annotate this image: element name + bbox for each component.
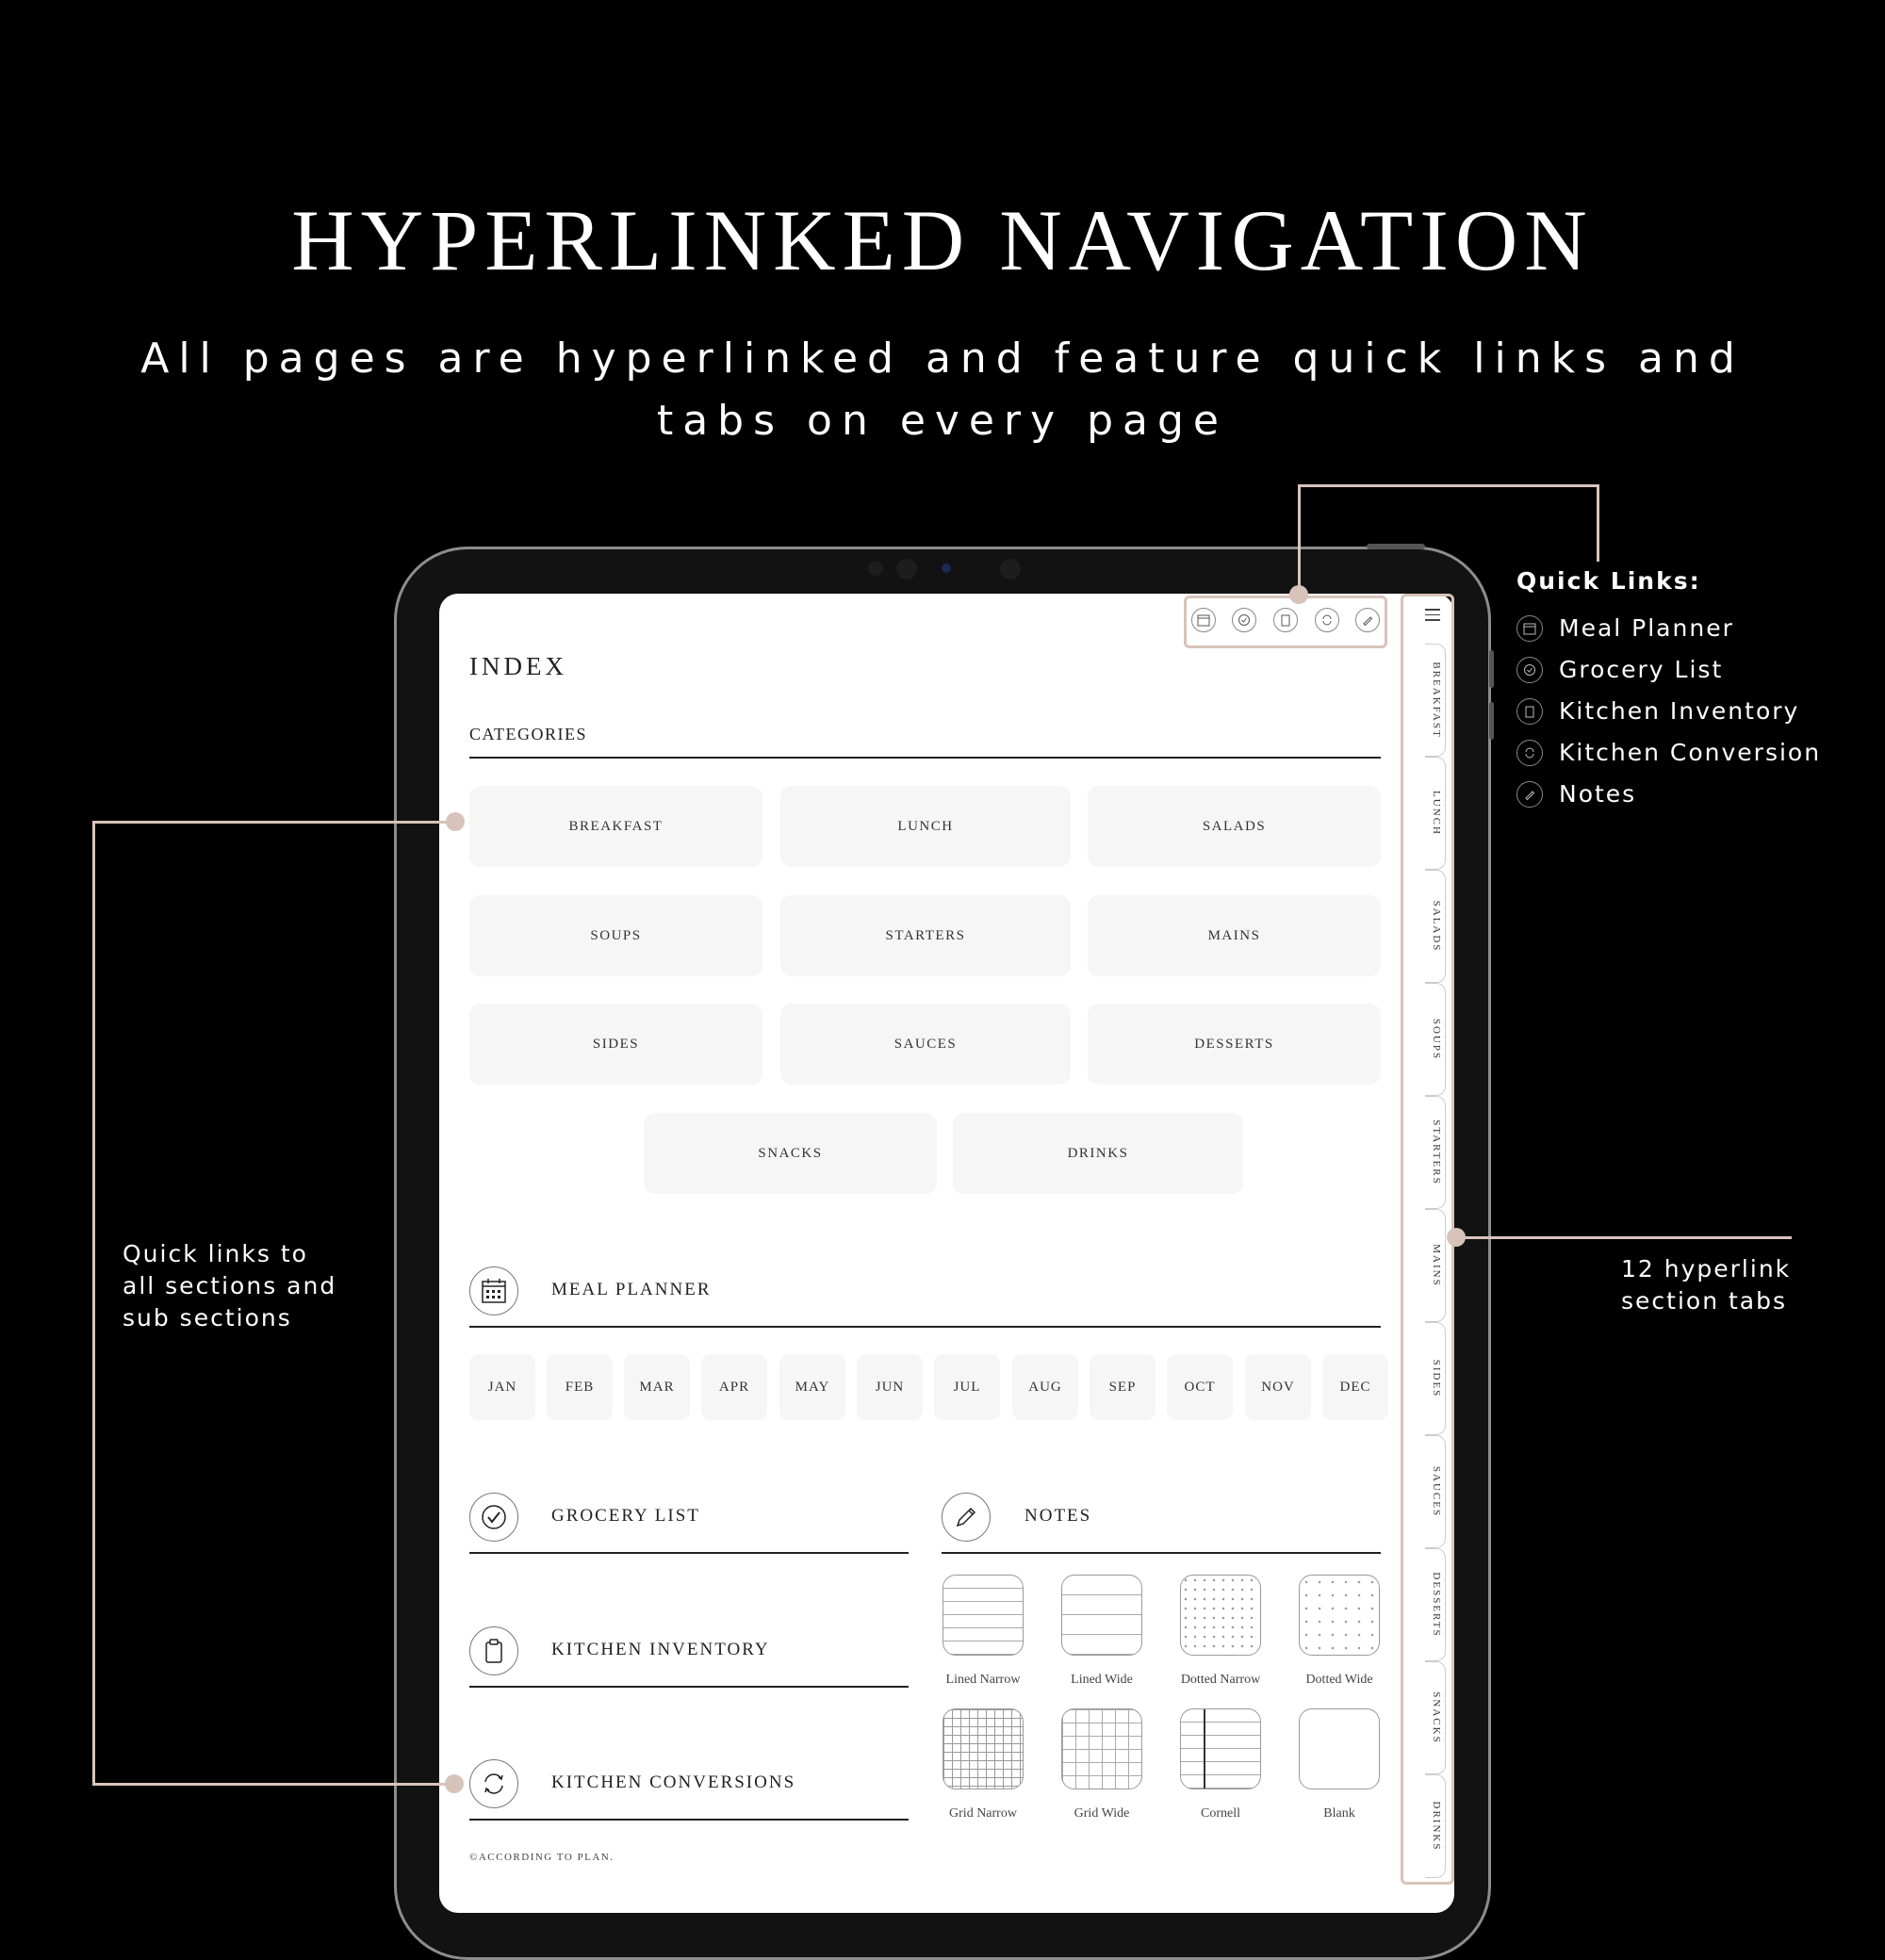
- menu-icon[interactable]: [1425, 609, 1440, 621]
- clipboard-icon: [1516, 698, 1543, 725]
- dotted-narrow-thumbnail[interactable]: [1180, 1575, 1261, 1656]
- kitchen-conversions-link[interactable]: KITCHEN CONVERSIONS: [551, 1772, 796, 1792]
- side-tab-label: BREAKFAST: [1431, 662, 1442, 739]
- category-desserts[interactable]: DESSERTS: [1088, 1004, 1381, 1085]
- legend-label: Notes: [1559, 780, 1637, 808]
- callout-line: [1597, 484, 1599, 562]
- calendar-icon[interactable]: [469, 1266, 518, 1315]
- page-title: INDEX: [469, 652, 567, 680]
- month-oct[interactable]: OCT: [1167, 1354, 1233, 1420]
- lined-narrow-thumbnail[interactable]: [942, 1575, 1024, 1656]
- check-circle-icon[interactable]: [1232, 608, 1256, 632]
- callout-line: [1456, 1236, 1792, 1239]
- sensor-icon: [868, 561, 883, 576]
- refresh-icon[interactable]: [1315, 608, 1339, 632]
- category-breakfast[interactable]: BREAKFAST: [469, 786, 762, 867]
- callout-dot: [446, 812, 465, 831]
- callout-dot: [1447, 1228, 1466, 1247]
- side-tab-label: SIDES: [1431, 1359, 1442, 1398]
- callout-line: [92, 821, 454, 824]
- divider: [469, 1819, 909, 1821]
- category-snacks[interactable]: SNACKS: [644, 1113, 937, 1194]
- month-aug[interactable]: AUG: [1012, 1354, 1078, 1420]
- category-soups[interactable]: SOUPS: [469, 895, 762, 976]
- check-circle-icon[interactable]: [469, 1493, 518, 1542]
- divider: [469, 1686, 909, 1688]
- note-template-label: Lined Narrow: [945, 1673, 1021, 1687]
- month-jun[interactable]: JUN: [857, 1354, 923, 1420]
- divider: [469, 1326, 1381, 1328]
- note-template-label: Blank: [1323, 1806, 1355, 1821]
- divider: [942, 1552, 1381, 1554]
- category-mains[interactable]: MAINS: [1088, 895, 1381, 976]
- grid-narrow-thumbnail[interactable]: [942, 1708, 1024, 1789]
- cornell-thumbnail[interactable]: [1180, 1708, 1261, 1789]
- divider: [469, 1552, 909, 1554]
- copyright: ©ACCORDING TO PLAN.: [469, 1852, 615, 1863]
- month-jan[interactable]: JAN: [469, 1354, 535, 1420]
- category-drinks[interactable]: DRINKS: [953, 1113, 1243, 1194]
- note-template-label: Dotted Wide: [1305, 1673, 1373, 1687]
- month-sep[interactable]: SEP: [1090, 1354, 1156, 1420]
- note-template-label: Grid Wide: [1074, 1806, 1130, 1821]
- side-tab-label: DESSERTS: [1431, 1572, 1442, 1638]
- refresh-icon[interactable]: [469, 1759, 518, 1808]
- power-button: [1367, 544, 1425, 549]
- legend-label: Grocery List: [1559, 656, 1724, 683]
- category-sauces[interactable]: SAUCES: [780, 1004, 1071, 1085]
- note-template-label: Cornell: [1201, 1806, 1240, 1821]
- dotted-wide-thumbnail[interactable]: [1299, 1575, 1380, 1656]
- side-tab-label: STARTERS: [1431, 1119, 1442, 1185]
- callout-dot: [445, 1774, 464, 1793]
- quick-links-title: Quick Links:: [1516, 567, 1701, 595]
- right-callout-text: 12 hyperlink section tabs: [1621, 1255, 1792, 1315]
- clipboard-icon[interactable]: [469, 1626, 518, 1675]
- note-template-label: Grid Narrow: [949, 1806, 1017, 1821]
- month-may[interactable]: MAY: [779, 1354, 845, 1420]
- clipboard-icon[interactable]: [1273, 608, 1298, 632]
- divider: [469, 757, 1381, 759]
- callout-dot: [1289, 585, 1308, 604]
- headline: HYPERLINKED NAVIGATION: [291, 192, 1594, 288]
- category-sides[interactable]: SIDES: [469, 1004, 762, 1085]
- legend-label: Meal Planner: [1559, 614, 1734, 642]
- camera-icon: [896, 559, 917, 580]
- callout-line: [92, 821, 95, 1786]
- side-tab-label: SALADS: [1431, 900, 1442, 953]
- month-dec[interactable]: DEC: [1322, 1354, 1388, 1420]
- month-mar[interactable]: MAR: [624, 1354, 690, 1420]
- calendar-icon: [1516, 615, 1543, 642]
- side-tab-label: DRINKS: [1431, 1801, 1442, 1852]
- pencil-icon[interactable]: [942, 1493, 991, 1542]
- camera-lens-icon: [942, 564, 951, 573]
- callout-line: [92, 1783, 454, 1786]
- categories-header: CATEGORIES: [469, 725, 588, 743]
- category-lunch[interactable]: LUNCH: [780, 786, 1071, 867]
- meal-planner-link[interactable]: MEAL PLANNER: [551, 1280, 712, 1299]
- side-tab-label: LUNCH: [1431, 791, 1442, 836]
- side-tab-label: SAUCES: [1431, 1465, 1442, 1518]
- grid-wide-thumbnail[interactable]: [1061, 1708, 1142, 1789]
- kitchen-inventory-link[interactable]: KITCHEN INVENTORY: [551, 1640, 770, 1659]
- legend-label: Kitchen Conversion: [1559, 739, 1822, 766]
- note-template-label: Lined Wide: [1071, 1673, 1133, 1687]
- blank-thumbnail[interactable]: [1299, 1708, 1380, 1789]
- pencil-icon[interactable]: [1355, 608, 1380, 632]
- refresh-icon: [1516, 740, 1543, 766]
- month-nov[interactable]: NOV: [1245, 1354, 1311, 1420]
- callout-line: [1298, 484, 1301, 596]
- notes-link[interactable]: NOTES: [1024, 1506, 1092, 1526]
- category-salads[interactable]: SALADS: [1088, 786, 1381, 867]
- grocery-list-link[interactable]: GROCERY LIST: [551, 1506, 700, 1526]
- legend-label: Kitchen Inventory: [1559, 697, 1800, 725]
- side-tab-label: SNACKS: [1431, 1691, 1442, 1744]
- volume-button: [1489, 702, 1494, 740]
- lined-wide-thumbnail[interactable]: [1061, 1575, 1142, 1656]
- check-circle-icon: [1516, 657, 1543, 683]
- volume-button: [1489, 650, 1494, 688]
- month-feb[interactable]: FEB: [547, 1354, 613, 1420]
- note-template-label: Dotted Narrow: [1180, 1673, 1261, 1687]
- pencil-icon: [1516, 781, 1543, 808]
- category-starters[interactable]: STARTERS: [780, 895, 1071, 976]
- side-tab-label: SOUPS: [1431, 1018, 1442, 1061]
- month-jul[interactable]: JUL: [934, 1354, 1000, 1420]
- left-callout-text: Quick links to all sections and sub sections: [123, 1240, 337, 1331]
- month-apr[interactable]: APR: [701, 1354, 767, 1420]
- sensor-icon: [1000, 559, 1021, 580]
- side-tab-label: MAINS: [1431, 1244, 1442, 1287]
- callout-line: [1298, 484, 1599, 487]
- calendar-icon[interactable]: [1191, 608, 1216, 632]
- subheadline: All pages are hyperlinked and feature quick links and tabs on every page: [140, 335, 1745, 445]
